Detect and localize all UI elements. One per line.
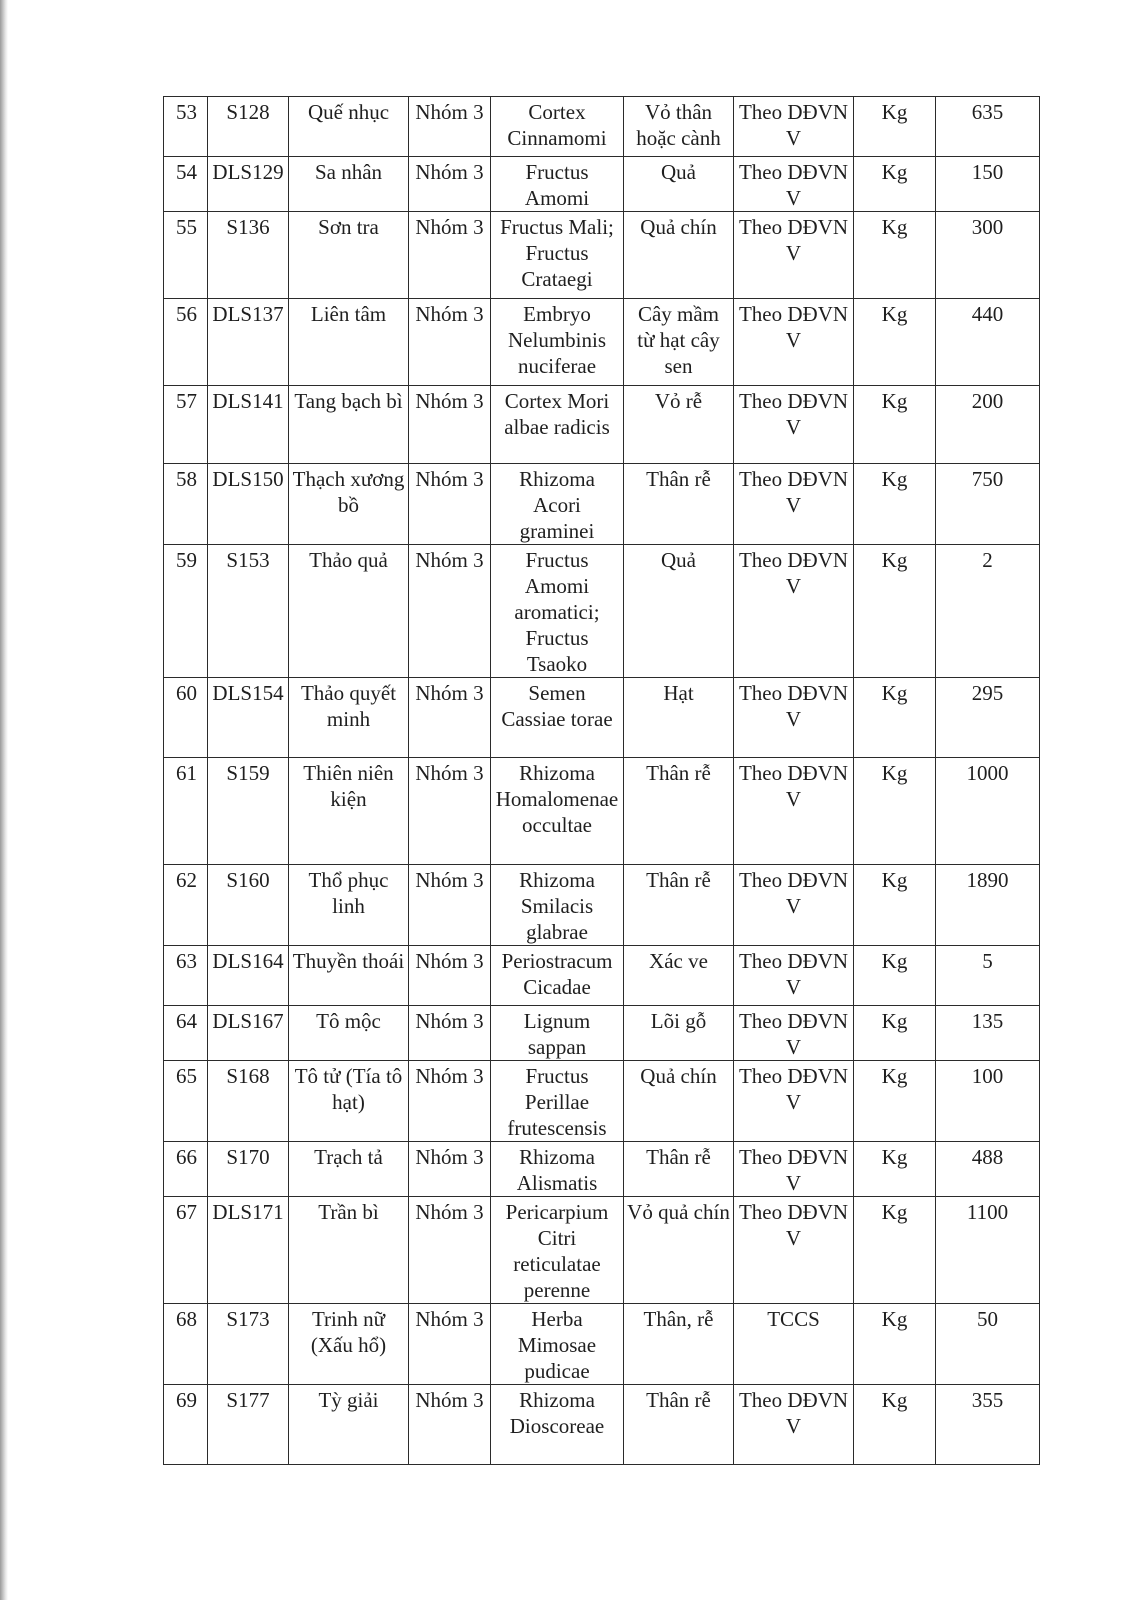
latin-name-cell: Lignum sappan bbox=[491, 1006, 624, 1061]
quantity-cell: 635 bbox=[936, 97, 1040, 157]
plant-part-cell: Vỏ rễ bbox=[624, 386, 734, 464]
group-cell: Nhóm 3 bbox=[409, 386, 491, 464]
latin-name-cell: Herba Mimosae pudicae bbox=[491, 1304, 624, 1385]
code-cell: DLS167 bbox=[208, 1006, 289, 1061]
standard-cell: Theo DĐVN V bbox=[734, 1197, 854, 1304]
standard-cell: Theo DĐVN V bbox=[734, 157, 854, 212]
group-cell: Nhóm 3 bbox=[409, 1304, 491, 1385]
plant-part-cell: Thân rễ bbox=[624, 865, 734, 946]
row-number-cell: 66 bbox=[164, 1142, 208, 1197]
herb-name-cell: Tỳ giải bbox=[289, 1385, 409, 1465]
code-cell: S136 bbox=[208, 212, 289, 299]
unit-cell: Kg bbox=[854, 678, 936, 758]
quantity-cell: 355 bbox=[936, 1385, 1040, 1465]
row-number-cell: 60 bbox=[164, 678, 208, 758]
quantity-cell: 1890 bbox=[936, 865, 1040, 946]
code-cell: DLS154 bbox=[208, 678, 289, 758]
group-cell: Nhóm 3 bbox=[409, 97, 491, 157]
herb-name-cell: Tô tử (Tía tô hạt) bbox=[289, 1061, 409, 1142]
latin-name-cell: Periostracum Cicadae bbox=[491, 946, 624, 1006]
standard-cell: Theo DĐVN V bbox=[734, 1385, 854, 1465]
row-number-cell: 64 bbox=[164, 1006, 208, 1061]
standard-cell: Theo DĐVN V bbox=[734, 97, 854, 157]
code-cell: DLS137 bbox=[208, 299, 289, 386]
scan-shadow-edge bbox=[0, 0, 8, 1600]
quantity-cell: 100 bbox=[936, 1061, 1040, 1142]
plant-part-cell: Thân rễ bbox=[624, 1142, 734, 1197]
row-number-cell: 65 bbox=[164, 1061, 208, 1142]
table-row bbox=[164, 1197, 1040, 1304]
quantity-cell: 5 bbox=[936, 946, 1040, 1006]
standard-cell: Theo DĐVN V bbox=[734, 386, 854, 464]
plant-part-cell: Thân rễ bbox=[624, 464, 734, 545]
quantity-cell: 50 bbox=[936, 1304, 1040, 1385]
quantity-cell: 440 bbox=[936, 299, 1040, 386]
code-cell: S168 bbox=[208, 1061, 289, 1142]
row-number-cell: 63 bbox=[164, 946, 208, 1006]
herb-name-cell: Thảo quyết minh bbox=[289, 678, 409, 758]
standard-cell: Theo DĐVN V bbox=[734, 758, 854, 865]
group-cell: Nhóm 3 bbox=[409, 1197, 491, 1304]
standard-cell: Theo DĐVN V bbox=[734, 212, 854, 299]
table-row bbox=[164, 464, 1040, 545]
code-cell: S160 bbox=[208, 865, 289, 946]
quantity-cell: 2 bbox=[936, 545, 1040, 678]
table-row bbox=[164, 946, 1040, 1006]
code-cell: DLS150 bbox=[208, 464, 289, 545]
herb-name-cell: Trinh nữ (Xấu hổ) bbox=[289, 1304, 409, 1385]
latin-name-cell: Rhizoma Acori graminei bbox=[491, 464, 624, 545]
standard-cell: Theo DĐVN V bbox=[734, 464, 854, 545]
unit-cell: Kg bbox=[854, 1142, 936, 1197]
latin-name-cell: Embryo Nelumbinis nuciferae bbox=[491, 299, 624, 386]
table-row bbox=[164, 865, 1040, 946]
plant-part-cell: Quả chín bbox=[624, 212, 734, 299]
group-cell: Nhóm 3 bbox=[409, 946, 491, 1006]
table-row bbox=[164, 157, 1040, 212]
herb-table-body bbox=[164, 97, 1040, 1465]
herb-name-cell: Trần bì bbox=[289, 1197, 409, 1304]
plant-part-cell: Cây mầm từ hạt cây sen bbox=[624, 299, 734, 386]
unit-cell: Kg bbox=[854, 386, 936, 464]
plant-part-cell: Xác ve bbox=[624, 946, 734, 1006]
herb-name-cell: Quế nhục bbox=[289, 97, 409, 157]
group-cell: Nhóm 3 bbox=[409, 1142, 491, 1197]
latin-name-cell: Rhizoma Smilacis glabrae bbox=[491, 865, 624, 946]
group-cell: Nhóm 3 bbox=[409, 545, 491, 678]
quantity-cell: 1100 bbox=[936, 1197, 1040, 1304]
group-cell: Nhóm 3 bbox=[409, 1006, 491, 1061]
plant-part-cell: Lõi gỗ bbox=[624, 1006, 734, 1061]
herb-name-cell: Thổ phục linh bbox=[289, 865, 409, 946]
row-number-cell: 54 bbox=[164, 157, 208, 212]
group-cell: Nhóm 3 bbox=[409, 758, 491, 865]
code-cell: S173 bbox=[208, 1304, 289, 1385]
herb-name-cell: Thạch xương bồ bbox=[289, 464, 409, 545]
group-cell: Nhóm 3 bbox=[409, 212, 491, 299]
standard-cell: Theo DĐVN V bbox=[734, 678, 854, 758]
latin-name-cell: Fructus Amomi bbox=[491, 157, 624, 212]
quantity-cell: 488 bbox=[936, 1142, 1040, 1197]
table-row bbox=[164, 1304, 1040, 1385]
latin-name-cell: Pericarpium Citri reticulatae perenne bbox=[491, 1197, 624, 1304]
row-number-cell: 58 bbox=[164, 464, 208, 545]
table-row bbox=[164, 299, 1040, 386]
standard-cell: Theo DĐVN V bbox=[734, 1006, 854, 1061]
table-row bbox=[164, 758, 1040, 865]
herb-name-cell: Trạch tả bbox=[289, 1142, 409, 1197]
standard-cell: Theo DĐVN V bbox=[734, 1061, 854, 1142]
table-row bbox=[164, 1385, 1040, 1465]
herb-name-cell: Thiên niên kiện bbox=[289, 758, 409, 865]
plant-part-cell: Thân, rễ bbox=[624, 1304, 734, 1385]
latin-name-cell: Rhizoma Homalomenae occultae bbox=[491, 758, 624, 865]
code-cell: S128 bbox=[208, 97, 289, 157]
quantity-cell: 200 bbox=[936, 386, 1040, 464]
unit-cell: Kg bbox=[854, 1385, 936, 1465]
code-cell: DLS141 bbox=[208, 386, 289, 464]
standard-cell: TCCS bbox=[734, 1304, 854, 1385]
group-cell: Nhóm 3 bbox=[409, 157, 491, 212]
latin-name-cell: Rhizoma Alismatis bbox=[491, 1142, 624, 1197]
unit-cell: Kg bbox=[854, 212, 936, 299]
plant-part-cell: Quả chín bbox=[624, 1061, 734, 1142]
group-cell: Nhóm 3 bbox=[409, 464, 491, 545]
table-row bbox=[164, 1142, 1040, 1197]
unit-cell: Kg bbox=[854, 758, 936, 865]
unit-cell: Kg bbox=[854, 157, 936, 212]
code-cell: DLS129 bbox=[208, 157, 289, 212]
plant-part-cell: Thân rễ bbox=[624, 1385, 734, 1465]
plant-part-cell: Quả bbox=[624, 157, 734, 212]
latin-name-cell: Rhizoma Dioscoreae bbox=[491, 1385, 624, 1465]
latin-name-cell: Fructus Perillae frutescensis bbox=[491, 1061, 624, 1142]
herb-table bbox=[163, 96, 1040, 1465]
table-row bbox=[164, 545, 1040, 678]
standard-cell: Theo DĐVN V bbox=[734, 946, 854, 1006]
table-row bbox=[164, 1006, 1040, 1061]
row-number-cell: 55 bbox=[164, 212, 208, 299]
latin-name-cell: Fructus Amomi aromatici; Fructus Tsaoko bbox=[491, 545, 624, 678]
unit-cell: Kg bbox=[854, 299, 936, 386]
table-row bbox=[164, 386, 1040, 464]
row-number-cell: 67 bbox=[164, 1197, 208, 1304]
quantity-cell: 1000 bbox=[936, 758, 1040, 865]
row-number-cell: 62 bbox=[164, 865, 208, 946]
row-number-cell: 59 bbox=[164, 545, 208, 678]
group-cell: Nhóm 3 bbox=[409, 299, 491, 386]
row-number-cell: 69 bbox=[164, 1385, 208, 1465]
herb-name-cell: Tô mộc bbox=[289, 1006, 409, 1061]
herb-name-cell: Thảo quả bbox=[289, 545, 409, 678]
latin-name-cell: Cortex Mori albae radicis bbox=[491, 386, 624, 464]
standard-cell: Theo DĐVN V bbox=[734, 545, 854, 678]
herb-name-cell: Tang bạch bì bbox=[289, 386, 409, 464]
unit-cell: Kg bbox=[854, 1006, 936, 1061]
herb-name-cell: Sa nhân bbox=[289, 157, 409, 212]
plant-part-cell: Vỏ thân hoặc cành bbox=[624, 97, 734, 157]
unit-cell: Kg bbox=[854, 1304, 936, 1385]
quantity-cell: 300 bbox=[936, 212, 1040, 299]
latin-name-cell: Cortex Cinnamomi bbox=[491, 97, 624, 157]
code-cell: DLS171 bbox=[208, 1197, 289, 1304]
unit-cell: Kg bbox=[854, 865, 936, 946]
plant-part-cell: Vỏ quả chín bbox=[624, 1197, 734, 1304]
row-number-cell: 61 bbox=[164, 758, 208, 865]
standard-cell: Theo DĐVN V bbox=[734, 1142, 854, 1197]
latin-name-cell: Semen Cassiae torae bbox=[491, 678, 624, 758]
unit-cell: Kg bbox=[854, 1197, 936, 1304]
table-row bbox=[164, 97, 1040, 157]
group-cell: Nhóm 3 bbox=[409, 678, 491, 758]
group-cell: Nhóm 3 bbox=[409, 1061, 491, 1142]
unit-cell: Kg bbox=[854, 1061, 936, 1142]
group-cell: Nhóm 3 bbox=[409, 1385, 491, 1465]
unit-cell: Kg bbox=[854, 97, 936, 157]
plant-part-cell: Thân rễ bbox=[624, 758, 734, 865]
group-cell: Nhóm 3 bbox=[409, 865, 491, 946]
standard-cell: Theo DĐVN V bbox=[734, 865, 854, 946]
row-number-cell: 56 bbox=[164, 299, 208, 386]
herb-name-cell: Liên tâm bbox=[289, 299, 409, 386]
code-cell: S159 bbox=[208, 758, 289, 865]
row-number-cell: 53 bbox=[164, 97, 208, 157]
latin-name-cell: Fructus Mali; Fructus Crataegi bbox=[491, 212, 624, 299]
plant-part-cell: Hạt bbox=[624, 678, 734, 758]
code-cell: S170 bbox=[208, 1142, 289, 1197]
table-row bbox=[164, 1061, 1040, 1142]
code-cell: S153 bbox=[208, 545, 289, 678]
row-number-cell: 68 bbox=[164, 1304, 208, 1385]
plant-part-cell: Quả bbox=[624, 545, 734, 678]
code-cell: S177 bbox=[208, 1385, 289, 1465]
table-row bbox=[164, 678, 1040, 758]
quantity-cell: 750 bbox=[936, 464, 1040, 545]
unit-cell: Kg bbox=[854, 464, 936, 545]
quantity-cell: 135 bbox=[936, 1006, 1040, 1061]
standard-cell: Theo DĐVN V bbox=[734, 299, 854, 386]
quantity-cell: 150 bbox=[936, 157, 1040, 212]
herb-name-cell: Sơn tra bbox=[289, 212, 409, 299]
unit-cell: Kg bbox=[854, 946, 936, 1006]
unit-cell: Kg bbox=[854, 545, 936, 678]
row-number-cell: 57 bbox=[164, 386, 208, 464]
quantity-cell: 295 bbox=[936, 678, 1040, 758]
code-cell: DLS164 bbox=[208, 946, 289, 1006]
herb-name-cell: Thuyền thoái bbox=[289, 946, 409, 1006]
table-row bbox=[164, 212, 1040, 299]
